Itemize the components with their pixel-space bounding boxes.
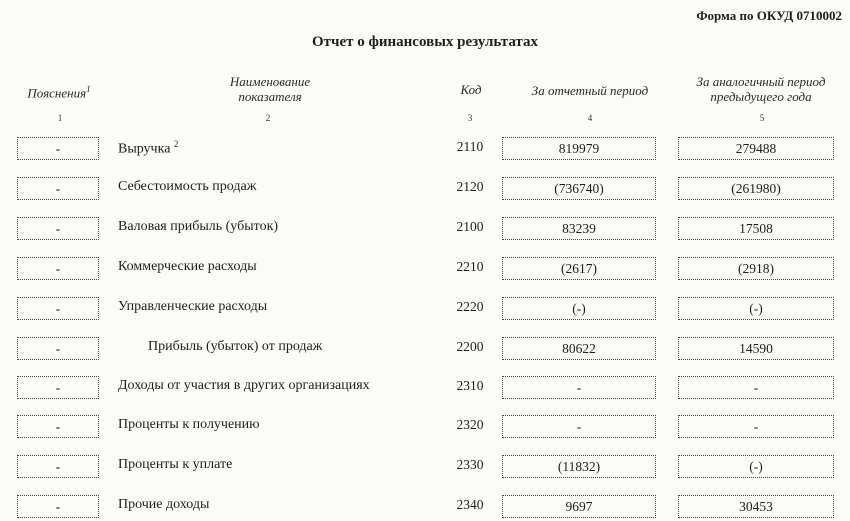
- explanation-field[interactable]: -: [17, 297, 99, 320]
- line-code: 2120: [456, 179, 484, 194]
- line-code: 2110: [456, 139, 484, 154]
- explanation-field[interactable]: -: [17, 217, 99, 240]
- previous-period-field[interactable]: 17508: [678, 217, 834, 240]
- current-period-field[interactable]: -: [502, 415, 656, 438]
- indicator-name: Управленческие расходы: [118, 299, 268, 314]
- table-row: [0, 451, 850, 481]
- column-number: 5: [759, 113, 765, 123]
- column-number: 4: [587, 113, 593, 123]
- explanation-field[interactable]: -: [17, 177, 99, 200]
- line-code: 2320: [456, 417, 484, 432]
- column-number: 2: [265, 113, 271, 123]
- header-current-period: За отчетный период: [531, 83, 649, 98]
- explanation-field[interactable]: -: [17, 455, 99, 478]
- previous-period-field[interactable]: (2918): [678, 257, 834, 280]
- current-period-field[interactable]: (11832): [502, 455, 656, 478]
- current-period-field[interactable]: 80622: [502, 337, 656, 360]
- current-period-field[interactable]: (736740): [502, 177, 656, 200]
- column-number: 3: [467, 113, 473, 123]
- current-period-field[interactable]: (-): [502, 297, 656, 320]
- previous-period-field[interactable]: -: [678, 415, 834, 438]
- explanation-field[interactable]: -: [17, 495, 99, 518]
- explanation-field[interactable]: -: [17, 376, 99, 399]
- current-period-field[interactable]: 9697: [502, 495, 656, 518]
- previous-period-field[interactable]: (-): [678, 455, 834, 478]
- table-row: [0, 173, 850, 203]
- indicator-name: Валовая прибыль (убыток): [118, 219, 279, 234]
- current-period-field[interactable]: 819979: [502, 137, 656, 160]
- table-row: [0, 293, 850, 323]
- explanation-field[interactable]: -: [17, 337, 99, 360]
- line-code: 2310: [456, 378, 484, 393]
- indicator-name: Прочие доходы: [118, 497, 210, 512]
- header-previous-period: За аналогичный период предыдущего года: [696, 74, 826, 104]
- table-row: [0, 253, 850, 283]
- previous-period-field[interactable]: (-): [678, 297, 834, 320]
- indicator-name: Себестоимость продаж: [118, 179, 257, 194]
- current-period-field[interactable]: -: [502, 376, 656, 399]
- indicator-name: Прибыль (убыток) от продаж: [148, 339, 323, 354]
- column-number: 1: [57, 113, 63, 123]
- indicator-name: Коммерческие расходы: [118, 259, 257, 274]
- table-row: [0, 372, 850, 402]
- line-code: 2210: [456, 259, 484, 274]
- line-code: 2220: [456, 299, 484, 314]
- line-code: 2330: [456, 457, 484, 472]
- indicator-name: Выручка $^2$: [118, 139, 179, 157]
- current-period-field[interactable]: 83239: [502, 217, 656, 240]
- table-row: [0, 333, 850, 363]
- indicator-name: Проценты к уплате: [118, 457, 233, 472]
- previous-period-field[interactable]: -: [678, 376, 834, 399]
- explanation-field[interactable]: -: [17, 257, 99, 280]
- table-row: [0, 213, 850, 243]
- explanation-field[interactable]: -: [17, 137, 99, 160]
- previous-period-field[interactable]: (261980): [678, 177, 834, 200]
- indicator-name: Проценты к получению: [118, 417, 260, 432]
- line-code: 2200: [456, 339, 484, 354]
- table-row: [0, 411, 850, 441]
- current-period-field[interactable]: (2617): [502, 257, 656, 280]
- previous-period-field[interactable]: 14590: [678, 337, 834, 360]
- previous-period-field[interactable]: 279488: [678, 137, 834, 160]
- okud-form-code: Форма по ОКУД 0710002: [696, 8, 842, 23]
- explanation-field[interactable]: -: [17, 415, 99, 438]
- previous-period-field[interactable]: 30453: [678, 495, 834, 518]
- header-code: Код: [460, 82, 482, 97]
- line-code: 2340: [456, 497, 484, 512]
- line-code: 2100: [456, 219, 484, 234]
- header-explanations: Пояснения$^1$: [27, 84, 91, 101]
- header-indicator-name: Наименование показателя: [229, 74, 311, 104]
- indicator-name: Доходы от участия в других организациях: [118, 378, 370, 393]
- report-title: Отчет о финансовых результатах: [311, 34, 538, 50]
- table-row: [0, 133, 850, 163]
- table-row: [0, 491, 850, 521]
